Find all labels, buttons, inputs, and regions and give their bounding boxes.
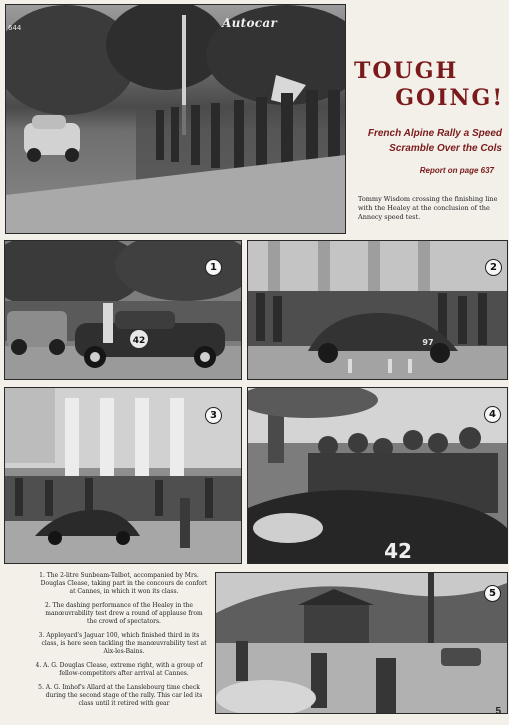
- photo-5-allard-lanslebourg: [215, 572, 508, 714]
- report-reference: Report on page 637: [419, 166, 494, 175]
- caption-item: 4. A. G. Douglas Clease, extreme right, with a group of fellow-competitors after arrival at Cannes.: [35, 662, 203, 677]
- headline-line2: GOING!: [395, 85, 504, 111]
- photo-badge-4: 4: [484, 406, 501, 423]
- page-number-bottom: 5: [495, 706, 501, 717]
- headline: [352, 58, 504, 112]
- top-photo-caption: Tommy Wisdom crossing the finishing line with the Healey at the conclusion of the Annecy speed test.: [358, 195, 498, 221]
- caption-item: 1. The 2-litre Sunbeam-Talbot, accompanied by Mrs. Douglas Clease, taking part in the concours de confort at Cannes, in which it won its class.: [39, 572, 208, 595]
- subheadline: French Alpine Rally a Speed Scramble Over the Cols: [367, 128, 502, 154]
- page-number-top: 644: [8, 24, 22, 32]
- caption-item: 3. Appleyard's Jaguar 100, which finished third in its class, is here seen tackling the manœuvrability test at Aix-les-Bains.: [38, 632, 207, 655]
- caption-item: 5. A. G. Imhof's Allard at the Lanslebourg time check during the second stage of the rally. This car led its class until it retired with gear: [38, 684, 203, 707]
- headline-line1: TOUGH: [354, 58, 459, 84]
- photo-badge-3: 3: [205, 407, 222, 424]
- caption-item: 2. The dashing performance of the Healey in the manœuvrability test drew a round of applause from the crowd of spectators.: [45, 602, 203, 625]
- car-number-photo2: 97: [422, 338, 434, 347]
- photo-badge-1: 1: [205, 259, 222, 276]
- photo-annecy-finish: [5, 4, 346, 234]
- car-number-photo4: 42: [384, 539, 412, 563]
- photo-2-healey-manoeuvrability: [247, 240, 508, 380]
- photo-badge-5: 5: [484, 585, 501, 602]
- photo-badge-2: 2: [485, 259, 502, 276]
- photo-captions-list: [28, 572, 208, 714]
- car-number-photo1: 42: [132, 336, 146, 346]
- photo-4-clease-cannes: [247, 387, 508, 564]
- masthead-logo: Autocar: [222, 16, 278, 30]
